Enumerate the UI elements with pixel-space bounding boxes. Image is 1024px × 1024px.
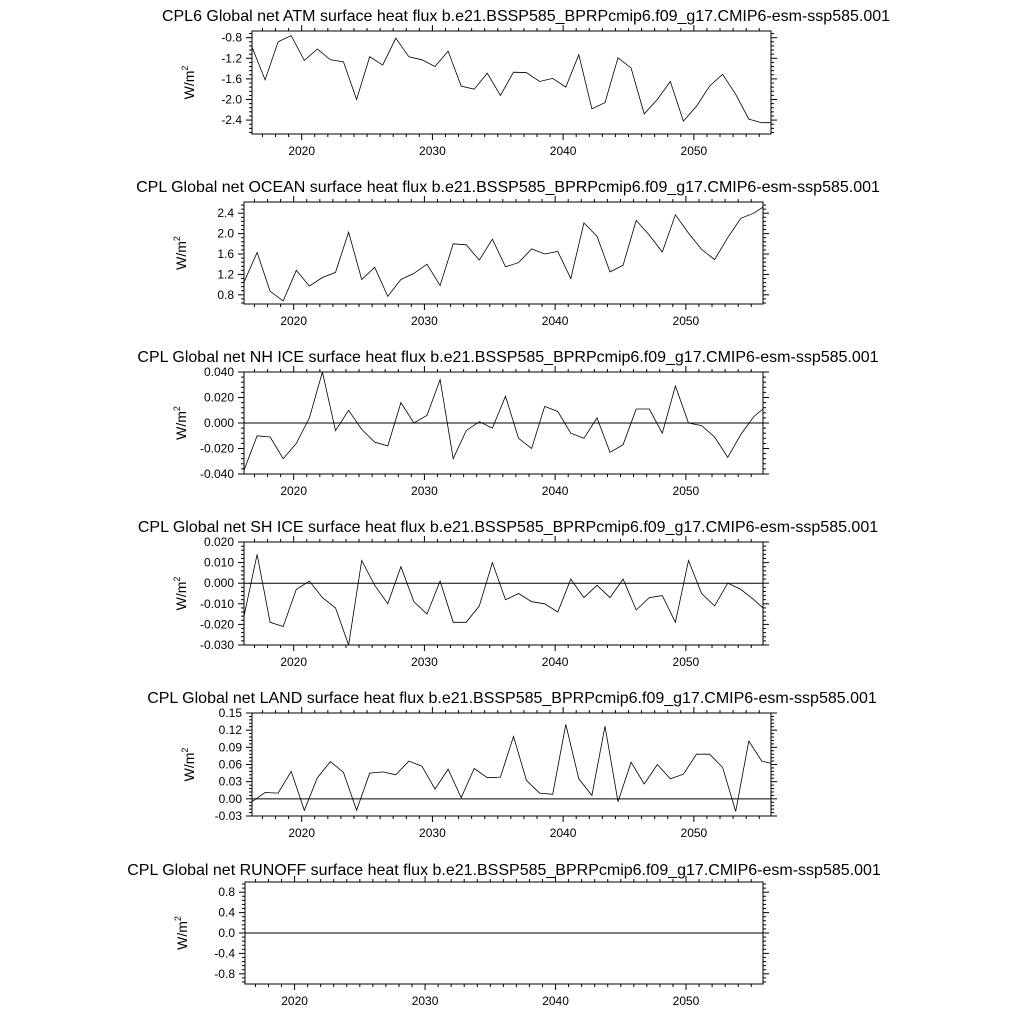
y-tick-label: 0.8 <box>218 885 235 900</box>
chart-title: CPL Global net LAND surface heat flux b.e21.BSSP585_BPRPcmip6.f09_g17.CMIP6-esm-ssp585.001 <box>147 690 877 707</box>
y-tick-label: -2.0 <box>221 92 242 107</box>
x-tick-label: 2050 <box>672 484 700 498</box>
y-tick-label: 0.010 <box>203 555 234 570</box>
chart-panel-5 <box>147 690 877 840</box>
chart-panel-4 <box>138 519 878 669</box>
y-axis-label-exponent: 2 <box>173 916 183 922</box>
chart-title: CPL Global net RUNOFF surface heat flux b.e21.BSSP585_BPRPcmip6.f09_g17.CMIP6-esm-ssp585.001 <box>127 862 881 879</box>
y-tick-label: -1.6 <box>221 71 242 86</box>
y-axis-label-base: W/m <box>181 752 197 782</box>
y-axis-label-base: W/m <box>174 921 190 950</box>
y-tick-label: -0.040 <box>199 467 234 481</box>
y-tick-label: 0.0 <box>218 926 235 940</box>
y-axis-label-base: W/m <box>173 411 189 440</box>
x-tick-label: 2020 <box>280 314 308 328</box>
x-tick-label: 2020 <box>280 655 308 669</box>
y-tick-label: -0.020 <box>199 441 234 456</box>
plot-frame <box>252 31 771 134</box>
y-tick-label: 0.000 <box>203 416 234 430</box>
x-tick-label: 2030 <box>411 314 438 328</box>
y-axis-label <box>172 406 189 440</box>
plot-frame <box>252 713 771 816</box>
series-line <box>244 554 763 645</box>
y-tick-label: -0.010 <box>199 596 234 611</box>
x-tick-label: 2050 <box>680 826 708 840</box>
x-tick-label: 2040 <box>541 484 569 498</box>
x-tick-label: 2030 <box>411 655 438 669</box>
y-tick-label: -1.2 <box>221 51 242 66</box>
y-axis-label <box>172 577 189 611</box>
plot-frame <box>244 202 763 304</box>
chart-title: CPL6 Global net ATM surface heat flux b.e21.BSSP585_BPRPcmip6.f09_g17.CMIP6-esm-ssp585.001 <box>161 8 891 25</box>
x-tick-label: 2040 <box>541 314 569 328</box>
y-tick-label: 0.03 <box>218 774 242 789</box>
y-tick-label: 2.0 <box>217 226 234 241</box>
y-axis-label-base: W/m <box>173 581 189 611</box>
y-axis-label-exponent: 2 <box>172 406 182 412</box>
x-tick-label: 2040 <box>542 994 569 1008</box>
chart-title: CPL Global net SH ICE surface heat flux b.e21.BSSP585_BPRPcmip6.f09_g17.CMIP6-esm-ssp585.001 <box>137 519 879 536</box>
x-tick-label: 2040 <box>549 144 577 158</box>
y-axis-label <box>180 748 197 782</box>
x-tick-label: 2050 <box>672 314 700 328</box>
y-tick-label: -0.020 <box>199 617 234 632</box>
x-tick-label: 2020 <box>288 144 316 158</box>
x-tick-label: 2050 <box>672 655 700 669</box>
y-tick-label: 1.2 <box>217 267 234 282</box>
y-tick-label: -0.8 <box>221 30 242 45</box>
y-tick-label: 0.020 <box>203 535 234 549</box>
y-tick-label: 0.06 <box>218 757 242 772</box>
y-tick-label: 0.12 <box>218 723 242 738</box>
chart-title: CPL Global net NH ICE surface heat flux b.e21.BSSP585_BPRPcmip6.f09_g17.CMIP6-esm-ssp585.001 <box>137 349 879 366</box>
y-axis-label <box>173 916 190 950</box>
y-tick-label: 1.6 <box>217 247 234 262</box>
y-axis-label-exponent: 2 <box>172 236 182 242</box>
chart-panel-3 <box>137 349 878 498</box>
chart-panel-2 <box>136 179 880 328</box>
y-tick-label: -2.4 <box>221 113 242 128</box>
y-tick-label: -0.030 <box>199 638 234 652</box>
series-line <box>244 372 763 470</box>
y-tick-label: -0.4 <box>214 946 235 961</box>
y-tick-label: -0.8 <box>214 966 235 981</box>
x-tick-label: 2020 <box>280 484 308 498</box>
y-tick-label: 0.15 <box>218 706 242 720</box>
x-tick-label: 2050 <box>672 994 700 1008</box>
series-line <box>252 36 771 123</box>
y-axis-label-base: W/m <box>181 70 197 100</box>
chart-panel-1 <box>162 8 890 158</box>
series-line <box>244 207 763 301</box>
y-axis-label-exponent: 2 <box>180 747 190 753</box>
y-tick-label: 0.8 <box>217 287 234 302</box>
x-tick-label: 2030 <box>411 994 439 1008</box>
chart-panel-6 <box>127 862 881 1008</box>
y-axis-label-exponent: 2 <box>172 576 182 582</box>
x-tick-label: 2030 <box>419 826 446 840</box>
x-tick-label: 2050 <box>680 144 708 158</box>
x-tick-label: 2030 <box>411 484 438 498</box>
chart-title: CPL Global net OCEAN surface heat flux b.e21.BSSP585_BPRPcmip6.f09_g17.CMIP6-esm-ssp585.001 <box>136 179 880 196</box>
x-tick-label: 2020 <box>288 826 316 840</box>
y-axis-label <box>180 66 197 100</box>
x-tick-label: 2040 <box>549 826 577 840</box>
y-tick-label: 0.020 <box>203 390 234 405</box>
y-tick-label: 0.000 <box>203 576 234 591</box>
y-tick-label: -0.03 <box>214 809 242 823</box>
y-tick-label: 2.4 <box>217 206 234 221</box>
y-tick-label: 0.00 <box>218 791 242 806</box>
y-tick-label: 0.040 <box>203 365 234 379</box>
x-tick-label: 2040 <box>541 655 569 669</box>
x-tick-label: 2030 <box>419 144 446 158</box>
x-tick-label: 2020 <box>281 994 308 1008</box>
y-axis-label-base: W/m <box>173 241 189 270</box>
y-tick-label: 0.09 <box>218 740 242 755</box>
y-tick-label: 0.4 <box>218 905 235 920</box>
y-axis-label <box>172 236 189 270</box>
y-axis-label-exponent: 2 <box>180 65 190 71</box>
